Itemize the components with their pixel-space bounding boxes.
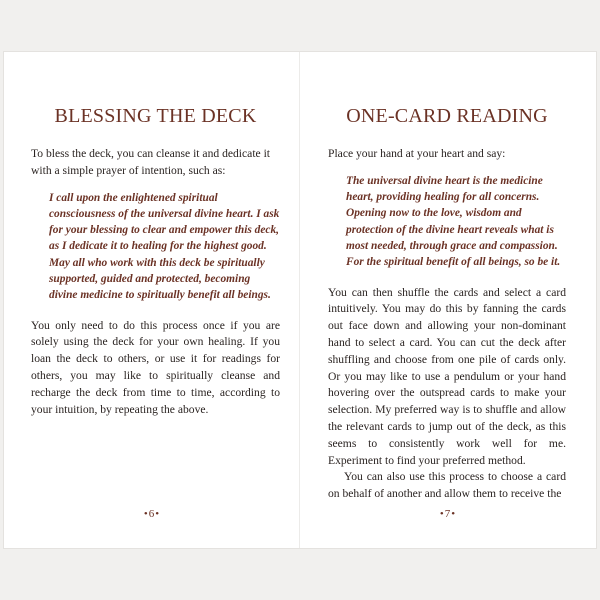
- right-page: [300, 52, 596, 548]
- prayer-quote: I call upon the enlightened spiritual consciousness of the universal divine heart. I ask for your blessing to clear and empower this deck, as I dedicate it to healing for the highest good. May all who work with this deck be spiritually supported, guided and protected, becoming divine medicine to spiritually benefit all beings.: [49, 191, 280, 302]
- book-spread: [4, 52, 596, 548]
- body-paragraph: You can then shuffle the cards and select a card intuitively. You may do this by fanning the cards out face down and allowing your non-dominant hand to select a card. You can cut the deck after shuffling and choose from one pile of cards only. Or you may like to use a pendulum or your hand hovering over the outspread cards to make your selection. My preferred way is to shuffle and allow the relevant cards to jump out of the deck, as this seems to consistently work well for me. Experiment to find your preferred method.: [328, 285, 566, 467]
- body-paragraph: You only need to do this process once if you are solely using the deck for your own healing. If you loan the deck to others, or use it for readings for others, you may like to spiritually cleanse and recharge the deck from time to time, according to your intuition, by repeating the above.: [31, 318, 280, 416]
- intro-paragraph: To bless the deck, you can cleanse it and dedicate it with a simple prayer of intention, such as:: [31, 147, 271, 177]
- left-page: [4, 52, 300, 548]
- intro-paragraph: Place your hand at your heart and say:: [328, 147, 506, 160]
- prayer-quote: The universal divine heart is the medicine heart, providing healing for all concerns. Opening now to the love, wisdom and protection of the divine heart reveals what is most needed, through grace and compassion. For the spiritual benefit of all beings, so be it.: [346, 174, 561, 269]
- page-heading: ONE-CARD READING: [346, 105, 548, 127]
- body-paragraph-continued: You can also use this process to choose a card on behalf of another and allow them to receive the: [328, 470, 566, 501]
- page-heading: BLESSING THE DECK: [54, 105, 257, 127]
- page-number: •7•: [439, 508, 457, 520]
- page-number: •6•: [143, 508, 161, 520]
